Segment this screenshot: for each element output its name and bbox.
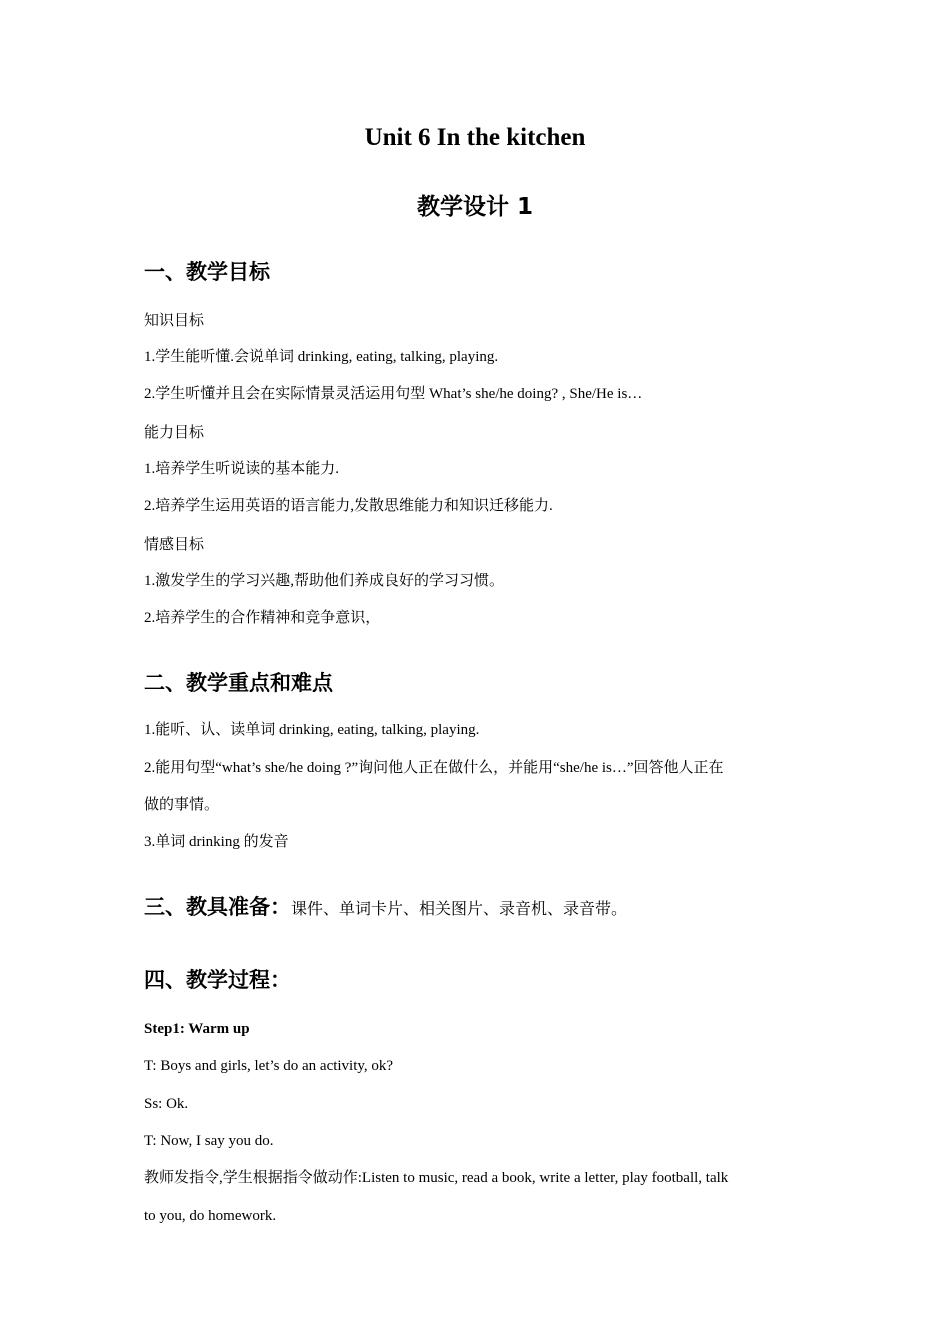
emotion-goal-1: 1.激发学生的学习兴趣,帮助他们养成良好的学习习惯。 bbox=[144, 573, 505, 589]
tools-heading-text: 三、教具准备： bbox=[144, 895, 291, 919]
knowledge-goal-label: 知识目标 bbox=[144, 311, 205, 329]
key-point-2-continued: 做的事情。 bbox=[144, 797, 220, 813]
emotion-goal-2: 2.培养学生的合作精神和竞争意识， bbox=[144, 610, 381, 626]
key-point-2: 2.能用句型“what’s she/he doing ?”询问他人正在做什么，并能用“she/he is…”回答他人正在 bbox=[144, 760, 724, 776]
knowledge-goal-2: 2.学生听懂并且会在实际情景灵活运用句型 What’s she/he doing? , She/He is… bbox=[144, 386, 643, 402]
ability-goal-1: 1.培养学生听说读的基本能力. bbox=[144, 461, 340, 477]
emotion-goal-label: 情感目标 bbox=[144, 535, 205, 553]
key-point-3: 3.单词 drinking 的发音 bbox=[144, 834, 289, 850]
ability-goal-2: 2.培养学生运用英语的语言能力,发散思维能力和知识迁移能力. bbox=[144, 498, 553, 514]
ability-goal-label: 能力目标 bbox=[144, 423, 205, 441]
tools-list: 课件、单词卡片、相关图片、录音机、录音带。 bbox=[291, 899, 628, 918]
document-title: Unit 6 In the kitchen bbox=[364, 124, 586, 151]
document-subtitle: 教学设计 1 bbox=[416, 194, 533, 220]
knowledge-goal-1: 1.学生能听懂.会说单词 drinking, eating, talking, playing. bbox=[144, 349, 499, 365]
dialogue-line-1: T: Boys and girls, let’s do an activity, ok? bbox=[144, 1058, 394, 1074]
section-heading-tools bbox=[144, 891, 627, 921]
instruction-line: 教师发指令,学生根据指令做动作:Listen to music, read a book, write a letter, play football, talk bbox=[144, 1170, 729, 1186]
section-heading-objectives: 一、教学目标 bbox=[144, 260, 270, 284]
key-point-1: 1.能听、认、读单词 drinking, eating, talking, playing. bbox=[144, 722, 480, 738]
instruction-line-continued: to you, do homework. bbox=[144, 1208, 277, 1224]
section-heading-process: 四、教学过程： bbox=[144, 968, 291, 992]
step1-heading: Step1: Warm up bbox=[144, 1021, 250, 1037]
dialogue-line-3: T: Now, I say you do. bbox=[144, 1133, 274, 1149]
section-heading-key-points: 二、教学重点和难点 bbox=[144, 671, 333, 695]
dialogue-line-2: Ss: Ok. bbox=[144, 1096, 189, 1112]
